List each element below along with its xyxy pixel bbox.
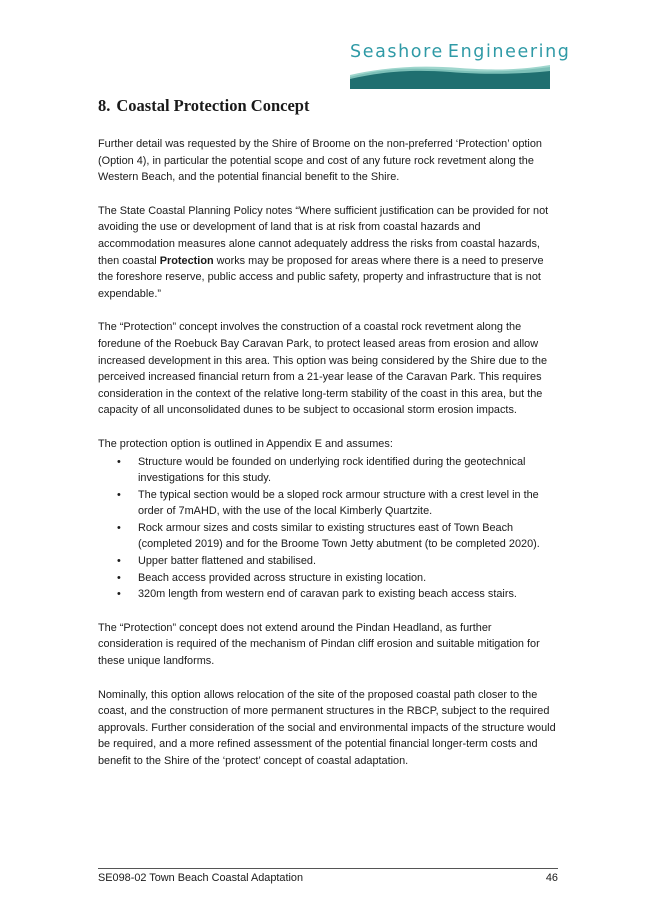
page-footer [98, 868, 558, 884]
logo-wave-graphic [350, 65, 550, 89]
paragraph-policy [98, 203, 558, 303]
list-item: • The typical section would be a sloped rock armour structure with a crest level in the order of 7mAHD, with the use of the local Kimberly Quartzite. [98, 487, 558, 520]
section-title: Coastal Protection Concept [116, 96, 310, 115]
list-item: • Rock armour sizes and costs similar to existing structures east of Town Beach (completed 2019) and for the Broome Town Jetty abutment (to be completed 2020). [98, 520, 558, 553]
paragraph-request: Further detail was requested by the Shire of Broome on the non-preferred ‘Protection’ option (Option 4), in particular the potential scope and cost of any future rock revetment along the Western Beach, and the potential financial benefit to the Shire. [98, 138, 542, 184]
paragraph-concept: The “Protection” concept involves the construction of a coastal rock revetment along the foredune of the Roebuck Bay Caravan Park, to protect leased areas from erosion and allow increased development in this area. This option was being considered by the Shire due to the perceived increased financial return from a 21-year lease of the Caravan Park. This requires consideration in the context of the relative long-term stability of the coast in this area, but the capacity of all unconsolidated dunes to be subject to occasional storm erosion impacts. [98, 321, 548, 417]
section-number: 8. [98, 96, 111, 115]
page-number: 46 [545, 872, 558, 884]
page-content [98, 96, 558, 787]
logo-word-seashore: Seashore [350, 42, 444, 62]
paragraph-headland: The “Protection” concept does not extend around the Pindan Headland, as further consideration is required of the mechanism of Pindan cliff erosion and suitable mitigation for these unique landforms. [98, 621, 540, 668]
logo-word-engineering: Engineering [447, 42, 571, 62]
list-item: • 320m length from western end of caravan park to existing beach access stairs. [98, 586, 558, 603]
list-item: • Structure would be founded on underlying rock identified during the geotechnical investigations for this study. [98, 454, 558, 487]
assumptions-list [98, 454, 558, 603]
list-item: • Upper batter flattened and stabilised. [98, 553, 558, 570]
section-heading [98, 96, 558, 116]
list-item: • Beach access provided across structure in existing location. [98, 570, 558, 587]
logo-wordmark [350, 42, 571, 62]
document-reference: SE098-02 Town Beach Coastal Adaptation [98, 872, 304, 884]
policy-text-start: The State Coastal Planning Policy notes “Where sufficient justification can be provided for not avoiding the use or development of land that is at risk from coastal hazards and accommodation measures alone cannot adequately address the risks from coastal hazards, then coastal [98, 204, 549, 267]
policy-text-end: works may be proposed for areas where there is a need to preserve the foreshore reserve, public access and public safety, property and infrastructure that is not expendable.” [98, 254, 544, 300]
policy-bold-term: Protection [159, 254, 214, 267]
company-logo [350, 42, 571, 92]
paragraph-assumptions-intro: The protection option is outlined in Appendix E and assumes: [98, 437, 393, 450]
paragraph-relocation: Nominally, this option allows relocation of the site of the proposed coastal path closer to the coast, and the construction of more permanent structures in the RBCP, subject to the required approvals. Further consideration of the social and environmental impacts of the structure would be required, and a more refined assessment of the potential financial longer-term costs and benefit to the Shire of the ‘protect’ concept of coastal adaptation. [98, 688, 556, 767]
